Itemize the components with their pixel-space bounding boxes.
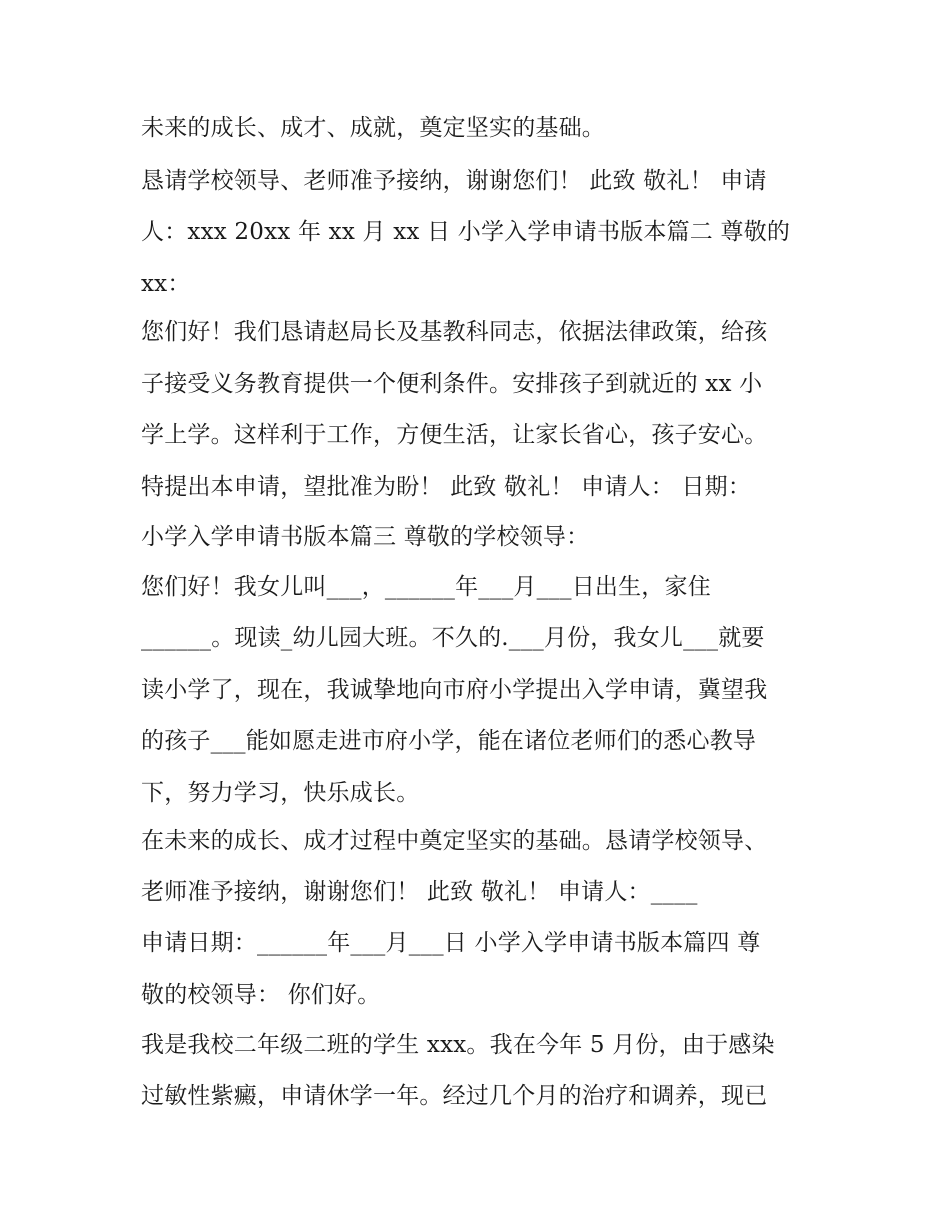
text-line: ______。现读_幼儿园大班。不久的.___月份，我女儿___就要: [141, 625, 765, 651]
text-line: xx：: [141, 271, 191, 297]
text-line: 人：xxx 20xx 年 xx 月 xx 日 小学入学申请书版本篇二 尊敬的: [141, 219, 791, 245]
text-line: 您们好！我女儿叫___，______年___月___日出生，家住: [141, 574, 711, 600]
text-line: 您们好！我们恳请赵局长及基教科同志，依据法律政策，给孩: [141, 319, 768, 345]
text-line: 申请日期：______年___月___日 小学入学申请书版本篇四 尊: [141, 930, 761, 956]
text-line: 在未来的成长、成才过程中奠定坚实的基础。恳请学校领导、: [141, 828, 768, 854]
text-line: 子接受义务教育提供一个便利条件。安排孩子到就近的 xx 小: [141, 371, 763, 397]
text-line: 学上学。这样利于工作，方便生活，让家长省心，孩子安心。: [141, 422, 768, 448]
text-line: 下，努力学习，快乐成长。: [141, 780, 420, 806]
text-line: 过敏性紫癜，申请休学一年。经过几个月的治疗和调养，现已: [141, 1083, 768, 1109]
text-line: 恳请学校领导、老师准予接纳，谢谢您们！ 此致 敬礼！ 申请: [141, 168, 767, 194]
text-line: 小学入学申请书版本篇三 尊敬的学校领导：: [141, 524, 590, 550]
text-line: 老师准予接纳，谢谢您们！ 此致 敬礼！ 申请人：____: [141, 879, 698, 905]
text-line: 敬的校领导： 你们好。: [141, 982, 381, 1008]
text-line: 的孩子___能如愿走进市府小学，能在诸位老师们的悉心教导: [141, 728, 757, 754]
text-line: 我是我校二年级二班的学生 xxx。我在今年 5 月份，由于感染: [141, 1032, 775, 1058]
text-line: 未来的成长、成才、成就，奠定坚实的基础。: [141, 115, 605, 141]
text-line: 特提出本申请，望批准为盼！ 此致 敬礼！ 申请人： 日期：: [141, 474, 752, 500]
text-line: 读小学了，现在，我诚挚地向市府小学提出入学申请，冀望我: [141, 677, 768, 703]
